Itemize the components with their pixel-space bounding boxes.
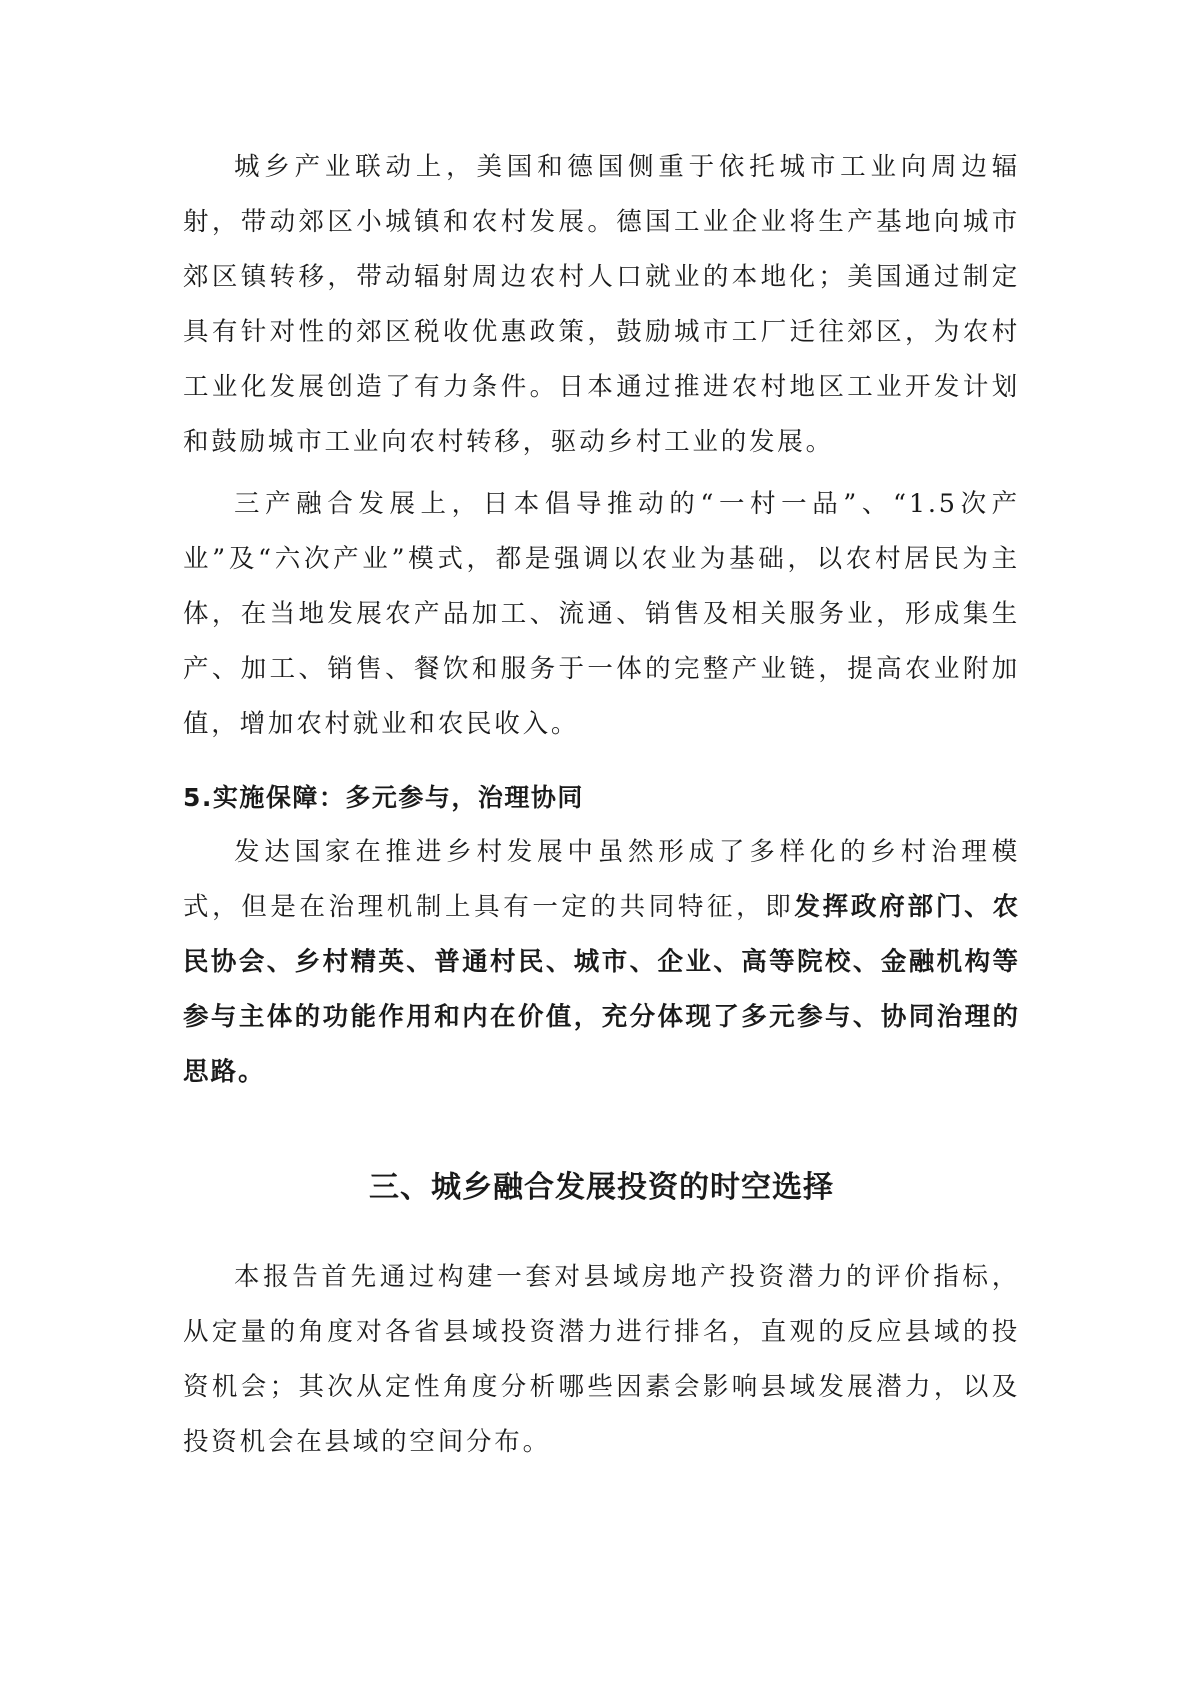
- paragraph-three-industry-integration: 三产融合发展上，日本倡导推动的“一村一品”、“1.5次产业”及“六次产业”模式，都是强调以农业为基础，以农村居民为主体，在当地发展农产品加工、流通、销售及相关服务业，形成集生产、加工、销售、餐饮和服务于一体的完整产业链，提高农业附加值，增加农村就业和农民收入。: [183, 489, 1020, 739]
- governance-text-normal: 发达国家在推进乡村发展中虽然形成了多样化的乡村治理模式，但是在治理机制上具有一定的共同特征，即: [183, 837, 1020, 922]
- section-title-investment-choice: 三、城乡融合发展投资的时空选择: [369, 1170, 834, 1205]
- paragraph-governance: [183, 825, 1020, 1100]
- subheading-implementation-guarantee: 5.实施保障：多元参与，治理协同: [183, 783, 584, 812]
- paragraph-urban-rural-industry: 城乡产业联动上，美国和德国侧重于依托城市工业向周边辐射，带动郊区小城镇和农村发展。德国工业企业将生产基地向城市郊区镇转移，带动辐射周边农村人口就业的本地化；美国通过制定具有针对性的郊区税收优惠政策，鼓励城市工厂迁往郊区，为农村工业化发展创造了有力条件。日本通过推进农村地区工业开发计划和鼓励城市工业向农村转移，驱动乡村工业的发展。: [183, 152, 1020, 457]
- governance-text-bold: 发挥政府部门、农民协会、乡村精英、普通村民、城市、企业、高等院校、金融机构等参与主体的功能作用和内在价值，充分体现了多元参与、协同治理的思路。: [183, 892, 1020, 1087]
- paragraph-report-intro: 本报告首先通过构建一套对县域房地产投资潜力的评价指标，从定量的角度对各省县域投资潜力进行排名，直观的反应县域的投资机会；其次从定性角度分析哪些因素会影响县域发展潜力，以及投资机会在县域的空间分布。: [183, 1262, 1020, 1457]
